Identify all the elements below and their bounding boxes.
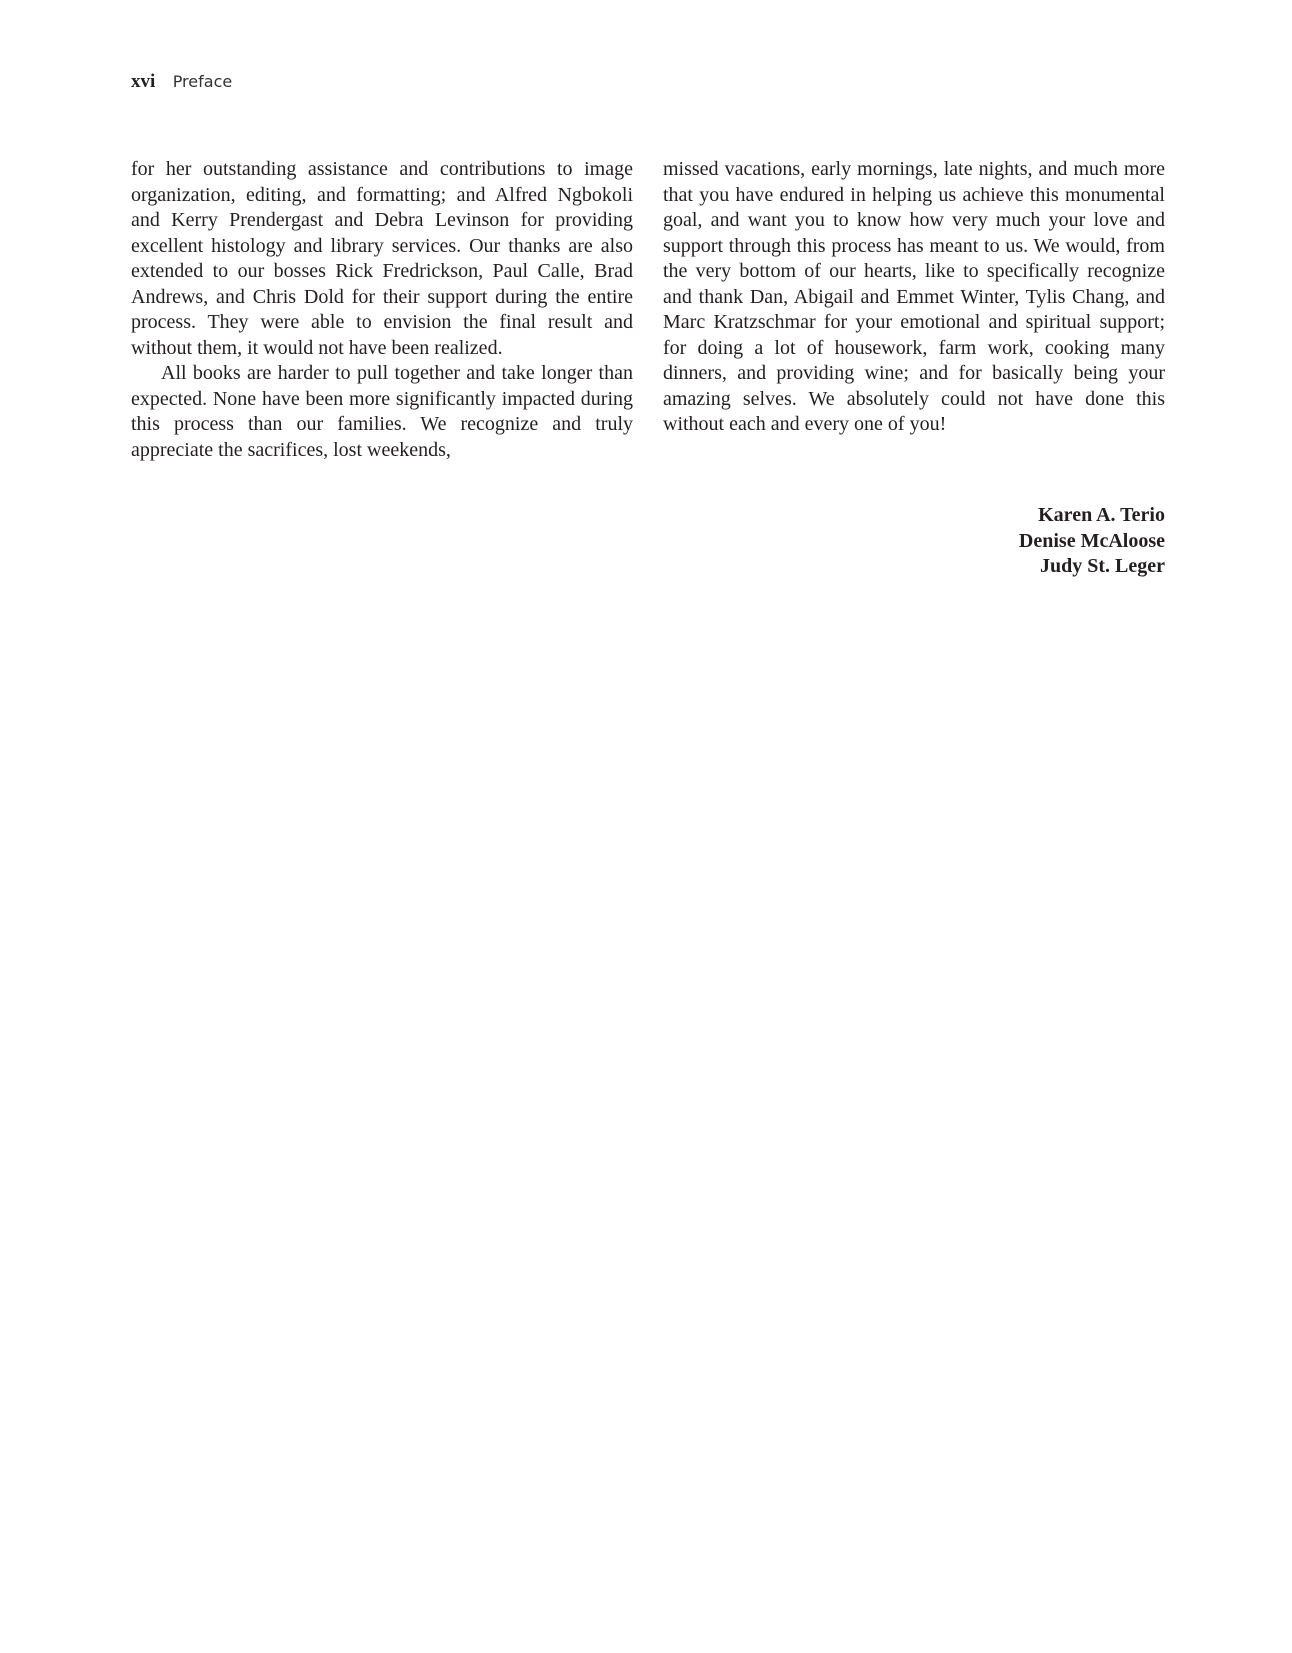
section-title: Preface: [172, 72, 233, 91]
signature-name: Karen A. Terio: [1038, 504, 1165, 526]
right-column: [663, 157, 1165, 438]
signature-name: Denise McAloose: [1018, 529, 1165, 552]
left-paragraph-2: All books are harder to pull together and take longer than expected. None have been more significantly impacted during this process than our families. We recognize and truly appreciate the sacrifices, lost weekends,: [131, 362, 633, 461]
author-signatures: [1019, 503, 1165, 580]
left-column: [131, 157, 633, 463]
page-number: xvi: [131, 71, 156, 92]
left-paragraph-1: for her outstanding assistance and contributions to image organization, editing, and formatting; and Alfred Ngbokoli and Kerry Prendergast and Debra Levinson for providing excellent histology and library services. Our thanks are also extended to our bosses Rick Fredrickson, Paul Calle, Brad Andrews, and Chris Dold for their support during the entire process. They were able to envision the final result and without them, it would not have been realized.: [131, 158, 633, 359]
signature-name: Judy St. Leger: [1040, 555, 1165, 577]
running-head: [131, 70, 232, 94]
right-paragraph-1: missed vacations, early mornings, late nights, and much more that you have endured in helping us achieve this monumental goal, and want you to know how very much your love and support through this process has meant to us. We would, from the very bottom of our hearts, like to specifically recognize and thank Dan, Abigail and Emmet Winter, Tylis Chang, and Marc Kratzschmar for your emotional and spiritual support; for doing a lot of housework, farm work, cooking many dinners, and providing wine; and for basically being your amazing selves. We absolutely could not have done this without each and every one of you!: [663, 158, 1165, 435]
